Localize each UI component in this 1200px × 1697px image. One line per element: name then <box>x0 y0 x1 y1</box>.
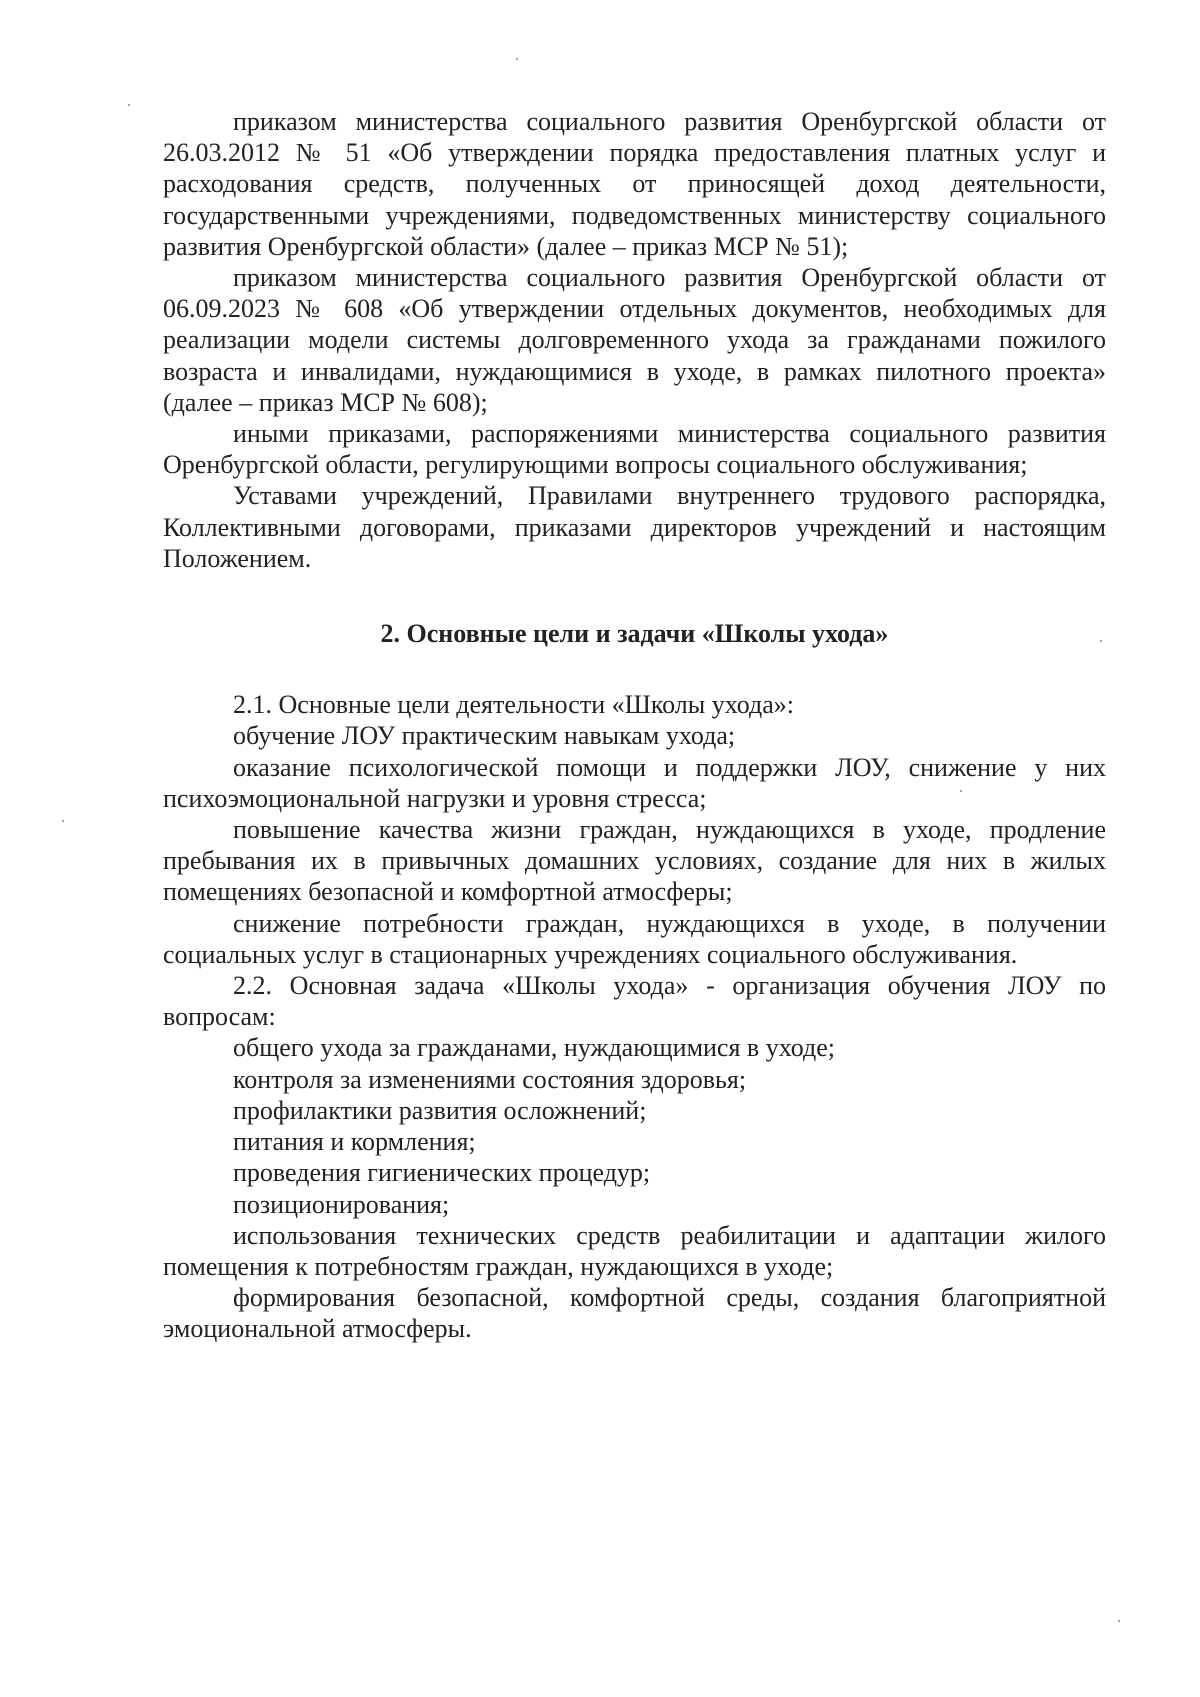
task-item: контроля за изменениями состояния здоровья; <box>233 1064 747 1094</box>
intro-paragraph-charters: Уставами учреждений, Правилами внутреннего трудового распорядка, Коллективными договорами, приказами директоров учреждений и настоящим Положением. <box>163 481 1106 573</box>
task-item: профилактики развития осложнений; <box>233 1095 647 1125</box>
goal-item: оказание психологической помощи и поддержки ЛОУ, снижение у них психоэмоциональной нагрузки и уровня стресса; <box>163 752 1106 813</box>
scan-speck <box>1118 1620 1120 1622</box>
document-body <box>163 106 1106 1345</box>
goal-item: повышение качества жизни граждан, нуждающихся в уходе, продление пребывания их в привычных домашних условиях, создание для них в жилых помещениях безопасной и комфортной атмосферы; <box>163 815 1106 907</box>
goal-item: снижение потребности граждан, нуждающихся в уходе, в получении социальных услуг в стационарных учреждениях социального обслуживания. <box>163 908 1106 969</box>
task-item: питания и кормления; <box>233 1127 476 1157</box>
task-item: проведения гигиенических процедур; <box>233 1158 651 1188</box>
intro-paragraph-msr-608: приказом министерства социального развития Оренбургской области от 06.09.2023 № 608 «Об утверждении отдельных документов, необходимых для реализации модели системы долговременного ухода за гражданами пожилого возраста и инвалидами, нуждающимися в уходе, в рамках пилотного проекта» (далее – приказ МСР № 608); <box>163 263 1106 417</box>
intro-paragraph-other-orders: иными приказами, распоряжениями министерства социального развития Оренбургской области, регулирующими вопросы социального обслуживания; <box>163 419 1106 480</box>
scan-speck <box>516 58 518 60</box>
task-item: формирования безопасной, комфортной среды, создания благоприятной эмоциональной атмосферы. <box>163 1283 1106 1344</box>
task-item: позиционирования; <box>233 1189 450 1219</box>
section-heading: 2. Основные цели и задачи «Школы ухода» <box>380 619 889 649</box>
task-intro: 2.2. Основная задача «Школы ухода» - организация обучения ЛОУ по вопросам: <box>163 971 1106 1032</box>
scan-speck <box>62 820 64 822</box>
task-item: использования технических средств реабилитации и адаптации жилого помещения к потребностям граждан, нуждающихся в уходе; <box>163 1220 1106 1281</box>
intro-paragraph-msr-51: приказом министерства социального развития Оренбургской области от 26.03.2012 № 51 «Об утверждении порядка предоставления платных услуг и расходования средств, полученных от приносящей доход деятельности, государственными учреждениями, подведомственных министерству социального развития Оренбургской области» (далее – приказ МСР № 51); <box>163 107 1106 261</box>
goal-item: обучение ЛОУ практическим навыкам ухода; <box>233 721 736 751</box>
goals-intro: 2.1. Основные цели деятельности «Школы ухода»: <box>233 690 795 720</box>
task-item: общего ухода за гражданами, нуждающимися в уходе; <box>233 1033 835 1063</box>
scan-speck <box>128 104 130 106</box>
